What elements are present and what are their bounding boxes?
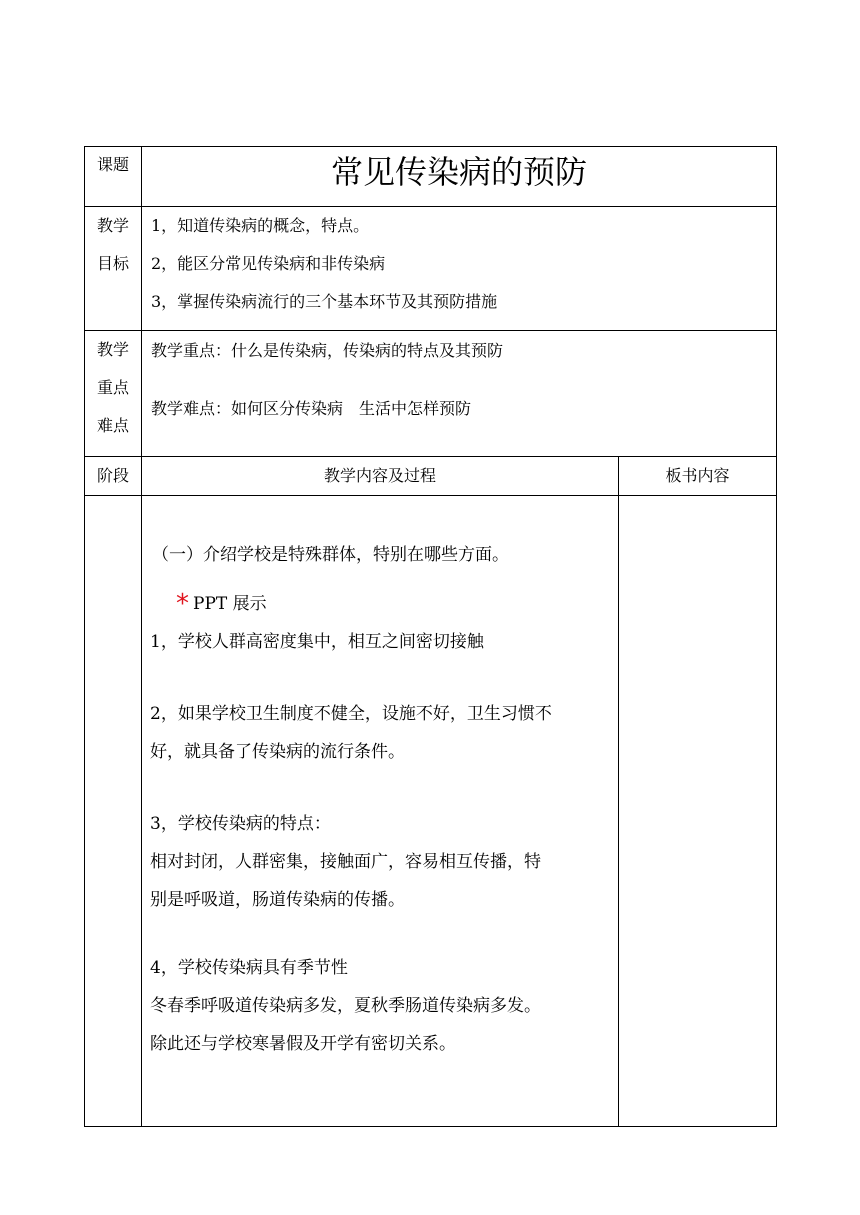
board-header: 板书内容 [619,457,777,496]
key-points-row [85,331,777,457]
point-4: 4，学校传染病具有季节性 [150,958,348,978]
point-4-line-1: 冬春季呼吸道传染病多发，夏秋季肠道传染病多发。 [150,996,541,1016]
key-point: 教学重点：什么是传染病，传染病的特点及其预防 [151,341,504,360]
key-label-line: 教学 [96,340,129,359]
goal-item: 2，能区分常见传染病和非传染病 [151,254,386,273]
column-header-row [85,457,777,496]
point-3-line-1: 相对封闭，人群密集，接触面广，容易相互传播，特 [150,852,541,872]
content-row [85,496,777,1127]
asterisk-icon: * [176,589,189,619]
key-label-line: 重点 [96,378,129,397]
point-1: 1，学校人群高密度集中，相互之间密切接触 [150,632,484,652]
goals-list [142,207,777,331]
goals-label [85,207,142,331]
lesson-plan-table [84,146,777,1127]
spacer [151,362,776,398]
board-cell [619,496,777,1127]
point-2-line-1: 2，如果学校卫生制度不健全，设施不好，卫生习惯不 [150,704,552,724]
key-points-label [85,331,142,457]
point-4-line-2: 除此还与学校寒暑假及开学有密切关系。 [150,1034,456,1054]
goals-label-line: 目标 [96,254,129,273]
point-3-line-2: 别是呼吸道，肠道传染病的传播。 [150,890,405,910]
intro-line: （一）介绍学校是特殊群体，特别在哪些方面。 [152,545,509,565]
ppt-label: PPT 展示 [193,594,267,614]
title-row [85,147,777,207]
goal-item: 3，掌握传染病流行的三个基本环节及其预防措施 [151,292,498,311]
content-header: 教学内容及过程 [142,457,619,496]
stage-header: 阶段 [85,457,142,496]
point-3: 3，学校传染病的特点： [150,814,331,834]
point-2-line-2: 好，就具备了传染病的流行条件。 [150,742,405,762]
goal-item: 1，知道传染病的概念，特点。 [151,216,370,235]
teaching-content [142,496,619,1127]
goals-label-line: 教学 [96,216,129,235]
key-label-line: 难点 [96,416,129,435]
stage-cell [85,496,142,1127]
lesson-title: 常见传染病的预防 [142,147,777,207]
title-label: 课题 [85,147,142,207]
difficulty-point: 教学难点：如何区分传染病 生活中怎样预防 [151,399,472,418]
goals-row [85,207,777,331]
key-points-content [142,331,777,457]
ppt-line [150,586,610,619]
